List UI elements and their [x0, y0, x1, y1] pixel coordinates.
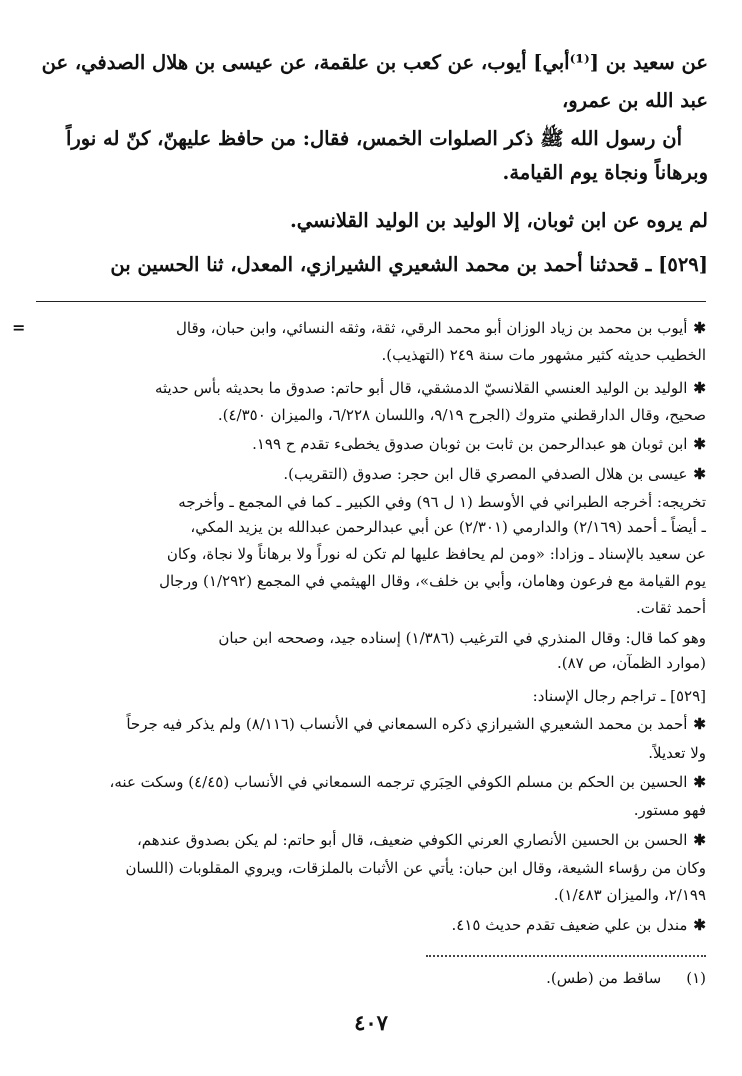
note-line [36, 651, 706, 675]
note-line [36, 626, 706, 650]
note-text: أيوب بن محمد بن زياد الوزان أبو محمد الرقي، ثقة، وثقه النسائي، وابن حبان، وقال [176, 319, 688, 337]
note-line [36, 316, 706, 340]
note-line [36, 770, 706, 794]
main-text-line: عبد الله بن عمرو، [561, 89, 708, 112]
note-line [36, 913, 706, 937]
note-text: [٥٢٩] ـ تراجم رجال الإسناد: [532, 687, 706, 705]
note-line [36, 432, 706, 456]
footnote-number: (١) [686, 969, 706, 987]
star-icon: ✱ [693, 435, 706, 453]
note-line [36, 515, 706, 539]
main-text-line: أن رسول الله ﷺ ذكر الصلوات الخمس، فقال: من حافظ عليهنّ، كنّ له نوراً [65, 127, 682, 150]
star-icon: ✱ [693, 773, 706, 791]
footnote-text: ساقط من (طس). [546, 969, 662, 987]
note-line [36, 684, 706, 708]
note-line [36, 569, 706, 593]
note-text: ولا تعديلاً. [648, 744, 706, 762]
note-text: الحسن بن الحسين الأنصاري العرني الكوفي ضعيف، قال أبو حاتم: لم يكن بصدوق عندهم، [136, 831, 688, 849]
note-text: ـ أيضاً ـ أحمد (٢/١٦٩) والدارمي (٢/٣٠١) عن أبي عبدالرحمن عبدالله بن يزيد المكي، [190, 518, 706, 536]
note-line [36, 403, 706, 427]
note-line [36, 712, 706, 736]
note-line [36, 343, 706, 367]
note-line [36, 462, 706, 486]
star-icon: ✱ [693, 379, 706, 397]
note-line [36, 542, 706, 566]
main-text-line: [٥٢٩] ـ قحدثنا أحمد بن محمد الشعيري الشيرازي، المعدل، ثنا الحسين بن [110, 253, 708, 276]
note-text: ابن ثوبان هو عبدالرحمن بن ثابت بن ثوبان صدوق يخطىء تقدم ح ١٩٩. [252, 435, 688, 453]
star-icon: ✱ [693, 831, 706, 849]
star-icon: ✱ [693, 465, 706, 483]
note-text: (موارد الظمآن، ص ٨٧). [556, 654, 706, 672]
note-text: الخطيب حديثه كثير مشهور مات سنة ٢٤٩ (التهذيب). [381, 346, 706, 364]
note-text: ٢/١٩٩، والميزان ١/٤٨٣). [553, 886, 706, 904]
dotted-divider [426, 955, 706, 957]
page-number: ٤٠٧ [354, 1010, 388, 1035]
note-text: أحمد ثقات. [636, 599, 706, 617]
note-text: تخريجه: أخرجه الطبراني في الأوسط (١ ل ٩٦) وفي الكبير ـ كما في المجمع ـ وأخرجه [178, 493, 706, 511]
main-text-line: عن سعيد بن [⁽¹⁾أبي] أيوب، عن كعب بن علقمة، عن عيسى بن هلال الصدفي، عن [41, 51, 708, 74]
main-text-line: لم يروه عن ابن ثوبان، إلا الوليد بن الوليد القلانسي. [289, 209, 708, 232]
star-icon: ✱ [693, 715, 706, 733]
note-text: يوم القيامة مع فرعون وهامان، وأبي بن خلف»، وقال الهيثمي في المجمع (١/٢٩٢) ورجال [159, 572, 706, 590]
note-text: الوليد بن الوليد العنسي القلانسيّ الدمشقي، قال أبو حاتم: صدوق ما بحديثه بأس حديثه [154, 379, 688, 397]
note-line [36, 490, 706, 514]
note-text: فهو مستور. [633, 801, 706, 819]
note-text: مندل بن علي ضعيف تقدم حديث ٤١٥. [451, 916, 688, 934]
note-line [36, 856, 706, 880]
continuation-mark: = [12, 318, 26, 337]
note-text: عن سعيد بالإسناد ـ وزادا: «ومن لم يحافظ عليها لم تكن له نوراً ولا برهاناً ولا نجاة، وكان [166, 545, 706, 563]
note-text: عيسى بن هلال الصدفي المصري قال ابن حجر: صدوق (التقريب). [283, 465, 688, 483]
main-text-line: وبرهاناً ونجاة يوم القيامة. [502, 161, 708, 184]
note-line [36, 883, 706, 907]
footnote-divider [36, 301, 706, 302]
note-text: أحمد بن محمد الشعيري الشيرازي ذكره السمعاني في الأنساب (٨/١١٦) ولم يذكر فيه جرحاً [126, 715, 688, 733]
footnote [36, 966, 706, 990]
note-line [36, 798, 706, 822]
note-line [36, 596, 706, 620]
star-icon: ✱ [693, 319, 706, 337]
note-text: وهو كما قال: وقال المنذري في الترغيب (١/٣٨٦) إسناده جيد، وصححه ابن حبان [218, 629, 706, 647]
note-text: الحسين بن الحكم بن مسلم الكوفي الحِبَري ترجمه السمعاني في الأنساب (٤/٤٥) وسكت عنه، [109, 773, 688, 791]
note-line [36, 376, 706, 400]
note-text: وكان من رؤساء الشيعة، وقال ابن حبان: يأتي عن الأثبات بالملزقات، ويروي المقلوبات (اللسان [125, 859, 706, 877]
note-line [36, 741, 706, 765]
note-text: صحيح، وقال الدارقطني متروك (الجرح ٩/١٩، واللسان ٦/٢٢٨، والميزان ٤/٣٥٠). [217, 406, 706, 424]
note-line [36, 828, 706, 852]
star-icon: ✱ [693, 916, 706, 934]
